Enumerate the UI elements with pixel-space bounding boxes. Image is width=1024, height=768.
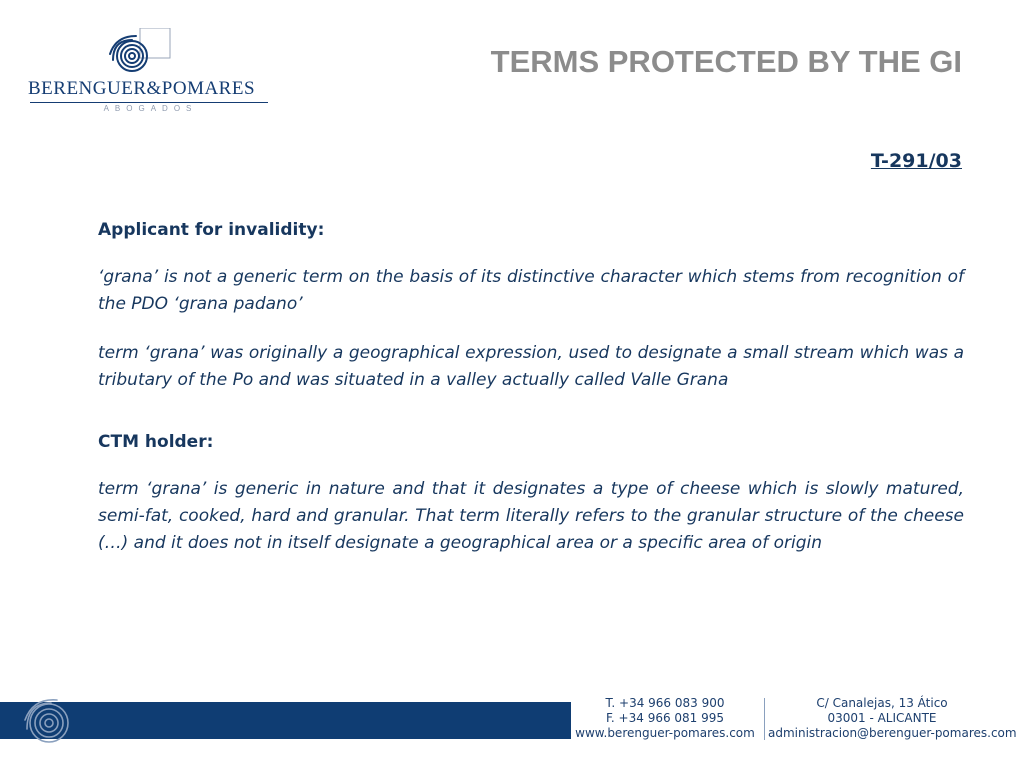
address-info <box>768 696 1017 741</box>
email-link[interactable]: administracion@berenguer-pomares.com <box>768 726 1017 740</box>
address-line: C/ Canalejas, 13 Ático <box>816 696 948 710</box>
footer-divider <box>764 698 765 740</box>
section-applicant <box>98 216 964 394</box>
paragraph: term ‘grana’ was originally a geographical expression, used to designate a small stream which was a tributary of the Po and was situated in a valley actually called Valle Grana <box>98 343 964 390</box>
case-reference: T-291/03 <box>870 150 962 172</box>
fingerprint-icon <box>22 696 76 750</box>
section-heading: Applicant for invalidity: <box>98 220 325 240</box>
paragraph: term ‘grana’ is generic in nature and that it designates a type of cheese which is slowly matured, semi-fat, cooked, hard and granular. That term literally refers to the granular structure of the cheese (…) and it does not in itself designate a geographical area or a specific area of origin <box>98 479 964 553</box>
fingerprint-icon <box>28 28 273 78</box>
contact-info <box>572 696 758 741</box>
company-logo <box>28 28 273 118</box>
brand-subtitle: ABOGADOS <box>103 104 198 113</box>
address-city: 03001 - ALICANTE <box>827 711 937 725</box>
website-link[interactable]: www.berenguer-pomares.com <box>575 726 755 740</box>
brand-divider <box>30 102 268 103</box>
footer-band <box>0 702 571 739</box>
paragraph: ‘grana’ is not a generic term on the basis of its distinctive character which stems from recognition of the PDO ‘grana padano’ <box>98 267 964 314</box>
brand-name: BERENGUER&POMARES <box>28 78 256 99</box>
slide-content <box>98 216 964 579</box>
fax-number: F. +34 966 081 995 <box>605 711 725 725</box>
page-title: TERMS PROTECTED BY THE GI <box>490 44 962 79</box>
phone-number: T. +34 966 083 900 <box>605 696 725 710</box>
section-ctm-holder <box>98 428 964 557</box>
section-heading: CTM holder: <box>98 432 214 452</box>
